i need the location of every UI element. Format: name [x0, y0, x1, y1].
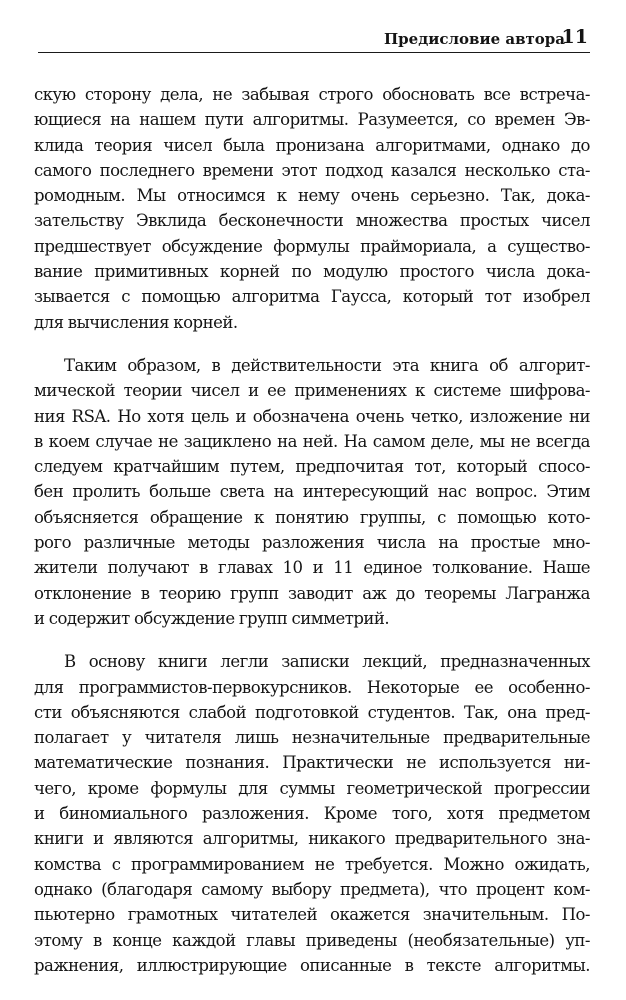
text-line: этому в конце каждой главы приведены (необязательные) уп- [34, 930, 590, 950]
running-header [38, 26, 590, 53]
text-line: комства с программированием не требуется. Можно ожидать, [34, 854, 590, 874]
text-line: ражнения, иллюстрирующие описанные в тексте алгоритмы. [34, 955, 590, 975]
text-line: ющиеся на нашем пути алгоритмы. Разумеется, со времен Эв- [34, 110, 590, 130]
page-number: 11 [561, 26, 588, 48]
text-line: самого последнего времени этот подход казался несколько ста- [34, 160, 590, 180]
text-line: и содержит обсуждение групп симметрий. [34, 608, 390, 628]
text-line: В основу книги легли записки лекций, предназначенных [64, 652, 590, 672]
paragraph-2 [34, 353, 590, 631]
text-line: клида теория чисел была пронизана алгоритмами, однако до [34, 135, 590, 155]
text-line: объясняется обращение к понятию группы, с помощью кото- [34, 507, 590, 527]
text-line: зательству Эвклида бесконечности множества простых чисел [34, 211, 590, 231]
header-title: Предисловие автора [384, 30, 565, 48]
text-line: рого различные методы разложения числа на простые мно- [34, 533, 590, 553]
text-line: чего, кроме формулы для суммы геометрической прогрессии [34, 778, 590, 798]
text-line: вание примитивных корней по модулю простого числа дока- [34, 262, 590, 282]
text-line: книги и являются алгоритмы, никакого предварительного зна- [34, 829, 590, 849]
text-line: следуем кратчайшим путем, предпочитая тот, который спосо- [34, 457, 590, 477]
text-line: ния RSA. Но хотя цель и обозначена очень четко, изложение ни [34, 406, 590, 426]
text-line: отклонение в теорию групп заводит аж до теоремы Лагранжа [34, 583, 590, 603]
text-line: бен пролить больше света на интересующий нас вопрос. Этим [34, 482, 590, 502]
text-line: Таким образом, в действительности эта книга об алгорит- [64, 355, 590, 375]
text-line: ромодным. Мы относимся к нему очень серьезно. Так, дока- [34, 186, 590, 206]
paragraph-1 [34, 82, 590, 335]
text-line: жители получают в главах 10 и 11 единое толкование. Наше [34, 558, 590, 578]
text-line: пьютерно грамотных читателей окажется значительным. По- [34, 905, 590, 925]
text-line: для программистов-первокурсников. Некоторые ее особенно- [34, 677, 590, 697]
text-line: математические познания. Практически не используется ни- [34, 753, 590, 773]
paragraph-3 [34, 649, 590, 978]
body-text [34, 82, 590, 978]
paragraph-gap [34, 335, 590, 353]
text-line: сти объясняются слабой подготовкой студентов. Так, она пред- [34, 702, 590, 722]
text-line: и биномиального разложения. Кроме того, хотя предметом [34, 804, 590, 824]
text-line: для вычисления корней. [34, 312, 238, 332]
text-line: предшествует обсуждение формулы праймориала, а существо- [34, 236, 590, 256]
paragraph-gap [34, 631, 590, 649]
text-line: полагает у читателя лишь незначительные предварительные [34, 728, 590, 748]
text-line: в коем случае не зациклено на ней. На самом деле, мы не всегда [34, 431, 590, 451]
text-line: мической теории чисел и ее применениях к системе шифрова- [34, 381, 590, 401]
text-line: скую сторону дела, не забывая строго обосновать все встреча- [34, 85, 590, 104]
text-line: однако (благодаря самому выбору предмета), что процент ком- [34, 879, 590, 899]
text-line: зывается с помощью алгоритма Гаусса, который тот изобрел [34, 287, 590, 307]
